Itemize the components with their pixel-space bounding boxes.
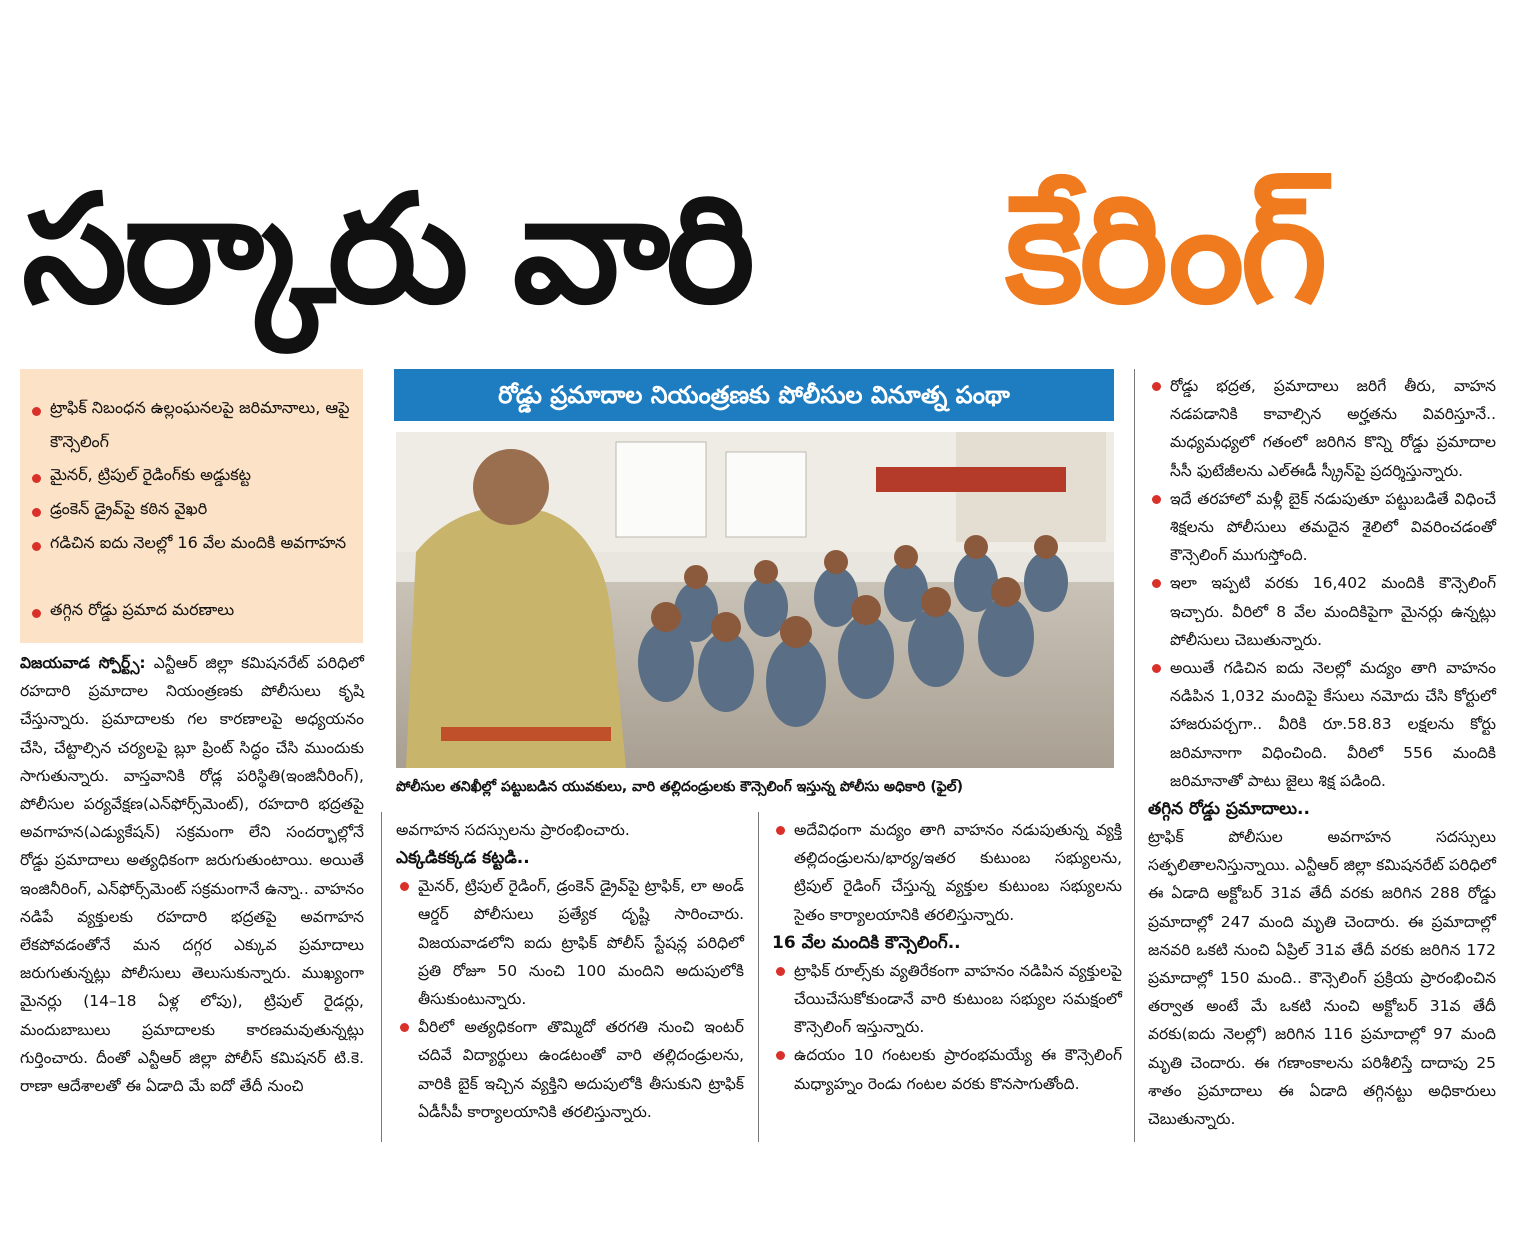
bullet-icon: [32, 609, 41, 618]
news-photo: [396, 432, 1114, 768]
bullet-item: ట్రాఫిక్ రూల్స్‌కు వ్యతిరేకంగా వాహనం నడిపిన వ్యక్తులపై చేయిచేసుకోకుండానే వారి కుటుంబ సభ్యుల సమక్షంలో కౌన్సెలింగ్ ఇస్తున్నారు.: [772, 957, 1122, 1042]
bullet-item: అదేవిధంగా మద్యం తాగి వాహనం నడుపుతున్న వ్యక్తి తల్లిదండ్రులను/భార్య/ఇతర కుటుంబ సభ్యులను, ట్రిపుల్ రైడింగ్ చేస్తున్న వ్యక్తుల కుటుంబ సభ్యులను సైతం కార్యాలయానికి తరలిస్తున్నారు.: [772, 816, 1122, 929]
bullet-item: ఇలా ఇప్పటి వరకు 16,402 మందికి కౌన్సెలింగ్ ఇచ్చారు. వీరిలో 8 వేల మందికిపైగా మైనర్లు ఉన్నట్లు పోలీసులు చెబుతున్నారు.: [1148, 569, 1496, 654]
article-text: అవగాహన సదస్సులను ప్రారంభించారు.: [396, 821, 630, 839]
article-body: ఎన్టీఆర్ జిల్లా కమిషనరేట్ పరిధిలో రహదారి ప్రమాదాల నియంత్రణకు పోలీసులు కృషి చేస్తున్నారు. ప్రమాదాలకు గల కారణాలపై అధ్యయనం చేసి, చేట్టాల్సిన చర్యలపై బ్లూ ప్రింట్ సిద్ధం చేసి ముందుకు సాగుతున్నారు. వాస్తవానికి రోడ్ల పరిస్థితి(ఇంజినీరింగ్), పోలీసుల పర్యవేక్షణ(ఎన్‌ఫోర్స్‌మెంట్), రహదారి భద్రతపై అవగాహన(ఎడ్యుకేషన్) సక్రమంగా లేని సందర్భాల్లోనే రోడ్డు ప్రమాదాలు అత్యధికంగా జరుగుతుంటాయి. అయితే ఇంజినీరింగ్, ఎన్‌ఫోర్స్‌మెంట్ సక్రమంగానే ఉన్నా.. వాహనం నడిపే వ్యక్తులకు రహదారి భద్రతపై అవగాహన లేకపోవడంతోనే మన దగ్గర ఎక్కువ ప్రమాదాలు జరుగుతున్నట్లు పోలీసులు తెలుసుకున్నారు. ముఖ్యంగా మైనర్లు (14–18 ఏళ్ల లోపు), ట్రిపుల్ రైడర్లు, మందుబాబులు ప్రమాదాలకు కారణమవుతున్నట్లు గుర్తించారు. దీంతో ఎన్టీఆర్ జిల్లా పోలీస్ కమిషనర్ టి.కె. రాణా ఆదేశాలతో ఈ ఏడాది మే ఐదో తేదీ నుంచి: [20, 654, 364, 1096]
bullet-icon: [776, 1051, 785, 1060]
bullet-item: వీరిలో అత్యధికంగా తొమ్మిదో తరగతి నుంచి ఇంటర్ చదివే విద్యార్థులు ఉండటంతో వారి తల్లిదండ్రులను, వారికి బైక్ ఇచ్చిన వ్యక్తిని అదుపులోకి తీసుకుని ట్రాఫిక్ ఏడీసీపీ కార్యాలయానికి తరలిస్తున్నారు.: [396, 1013, 744, 1126]
bullet-item: అయితే గడిచిన ఐదు నెలల్లో మద్యం తాగి వాహనం నడిపిన 1,032 మందిపై కేసులు నమోదు చేసి కోర్టులో హాజరుపర్చగా.. వీరికి రూ.58.83 లక్షలను కోర్టు జరిమానాగా విధించింది. వీరిలో 556 మందికి జరిమానాతో పాటు జైలు శిక్ష పడింది.: [1148, 654, 1496, 795]
article-column-2: [396, 816, 744, 1126]
bullet-icon: [1152, 579, 1161, 588]
bullet-icon: [776, 826, 785, 835]
bullet-icon: [32, 407, 41, 416]
highlight-item: గడిచిన ఐదు నెలల్లో 16 వేల మందికి అవగాహన: [50, 533, 347, 552]
bullet-icon: [32, 474, 41, 483]
highlight-item: మైనర్, ట్రిపుల్ రైడింగ్‌కు అడ్డుకట్ట: [50, 465, 251, 484]
bullet-icon: [1152, 382, 1161, 391]
subheading: తగ్గిన రోడ్డు ప్రమాదాలు..: [1148, 799, 1310, 820]
headline-part-1: సర్కారు వారి: [22, 163, 751, 337]
column-divider: [381, 812, 382, 1142]
article-column-4: [1148, 372, 1496, 1133]
article-text: ట్రాఫిక్ పోలీసుల అవగాహన సదస్సులు సత్ఫలితాలనిస్తున్నాయి. ఎన్టీఆర్ జిల్లా కమిషనరేట్ పరిధిలో ఈ ఏడాది అక్టోబర్ 31వ తేదీ వరకు జరిగిన 288 రోడ్డు ప్రమాదాల్లో 247 మంది మృతి చెందారు. ఈ ప్రమాదాల్లో జనవరి ఒకటి నుంచి ఏప్రిల్ 31వ తేదీ వరకు జరిగిన 172 ప్రమాదాల్లో 150 మంది.. కౌన్సెలింగ్ ప్రక్రియ ప్రారంభించిన తర్వాత అంటే మే ఒకటి నుంచి అక్టోబర్ 31వ తేదీ వరకు(ఐదు నెలల్లో) జరిగిన 116 ప్రమాదాల్లో 97 మంది మృతి చెందారు. ఈ గణాంకాలను పరిశీలిస్తే దాదాపు 25 శాతం ప్రమాదాలు ఈ ఏడాది తగ్గినట్టు అధికారులు చెబుతున్నారు.: [1148, 828, 1496, 1129]
article-text: [20, 649, 364, 1100]
highlight-item: ట్రాఫిక్ నిబంధన ఉల్లంఘనలపై జరిమానాలు, ఆపై కౌన్సెలింగ్: [50, 398, 350, 451]
bullet-item: రోడ్డు భద్రత, ప్రమాదాలు జరిగే తీరు, వాహన నడపడానికి కావాల్సిన అర్హతను వివరిస్తూనే.. మధ్యమధ్యలో గతంలో జరిగిన కొన్ని రోడ్డు ప్రమాదాల సీసీ ఫుటేజీలను ఎల్ఈడీ స్క్రీన్‌పై ప్రదర్శిస్తున్నారు.: [1148, 372, 1496, 485]
bullet-icon: [1152, 664, 1161, 673]
bullet-icon: [32, 542, 41, 551]
column-divider: [758, 812, 759, 1142]
headline: [0, 150, 1519, 360]
article-column-3: [772, 816, 1122, 1098]
section-banner: రోడ్డు ప్రమాదాల నియంత్రణకు పోలీసుల వినూత్న పంథా: [394, 369, 1114, 421]
highlight-item: డ్రంకెన్ డ్రైవ్‌పై కఠిన వైఖరి: [50, 499, 208, 518]
column-divider: [1134, 369, 1135, 1142]
bullet-item: ఉదయం 10 గంటలకు ప్రారంభమయ్యే ఈ కౌన్సెలింగ్ మధ్యాహ్నం రెండు గంటల వరకు కొనసాగుతోంది.: [772, 1041, 1122, 1097]
subheading: ఎక్కడికక్కడ కట్టడి..: [396, 848, 530, 869]
bullet-icon: [32, 508, 41, 517]
highlight-item: తగ్గిన రోడ్డు ప్రమాద మరణాలు: [50, 600, 235, 619]
bullet-icon: [400, 882, 409, 891]
bullet-icon: [400, 1023, 409, 1032]
dateline: విజయవాడ స్పోర్ట్స్:: [20, 654, 146, 672]
headline-part-2: కేరింగ్: [1005, 163, 1324, 337]
photo-caption: పోలీసుల తనిఖీల్లో పట్టుబడిన యువకులు, వారి తల్లిదండ్రులకు కౌన్సెలింగ్ ఇస్తున్న పోలీసు అధికారి (ఫైల్): [396, 779, 963, 795]
highlights-box: [20, 369, 363, 643]
bullet-icon: [1152, 495, 1161, 504]
bullet-item: ఇదే తరహాలో మళ్లీ బైక్ నడుపుతూ పట్టుబడితే విధించే శిక్షలను పోలీసులు తమదైన శైలిలో వివరించడంతో కౌన్సెలింగ్ ముగుస్తోంది.: [1148, 485, 1496, 570]
bullet-icon: [776, 967, 785, 976]
article-column-1: [20, 649, 364, 1100]
bullet-item: మైనర్, ట్రిపుల్ రైడింగ్, డ్రంకెన్ డ్రైవ్‌పై ట్రాఫిక్, లా అండ్ ఆర్డర్ పోలీసులు ప్రత్యేక దృష్టి సారించారు. విజయవాడలోని ఐదు ట్రాఫిక్ పోలీస్ స్టేషన్ల పరిధిలో ప్రతి రోజూ 50 నుంచి 100 మందిని అదుపులోకి తీసుకుంటున్నారు.: [396, 872, 744, 1013]
news-photo-illustration: [396, 432, 1114, 768]
subheading: 16 వేల మందికి కౌన్సెలింగ్..: [772, 932, 961, 953]
